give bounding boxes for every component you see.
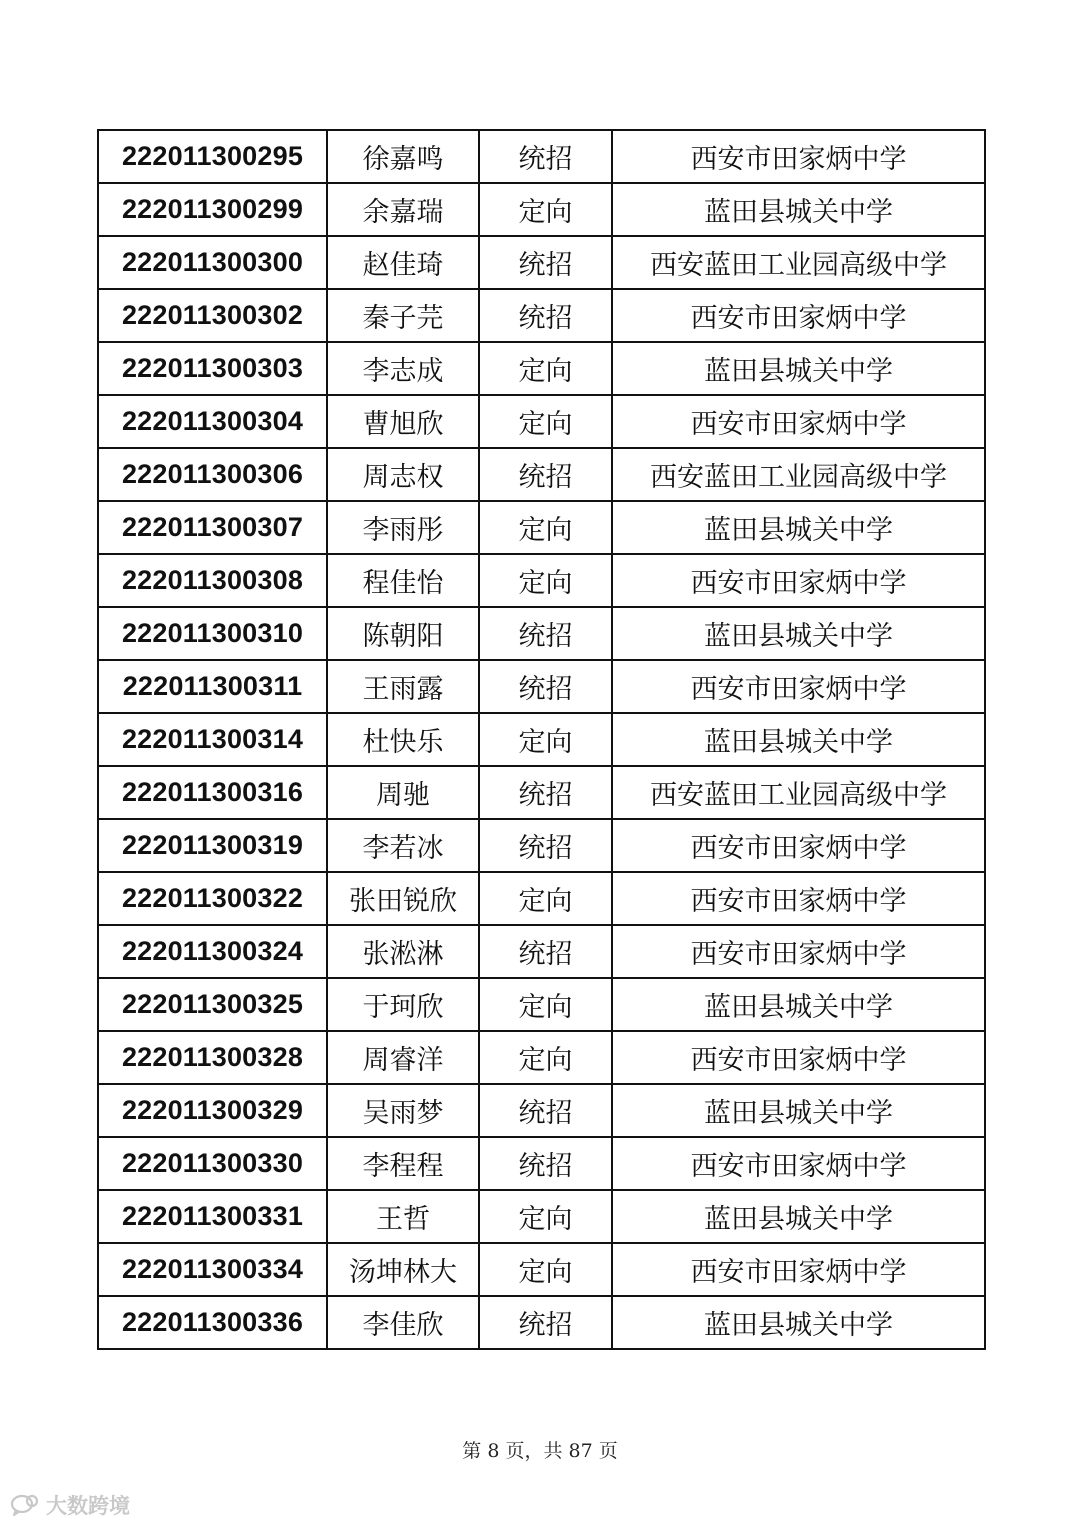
admission-type-cell: 定向 xyxy=(479,1190,612,1243)
student-name-cell: 李若冰 xyxy=(327,819,479,872)
admission-type-cell: 定向 xyxy=(479,501,612,554)
admission-type-cell: 统招 xyxy=(479,448,612,501)
table-row xyxy=(98,607,985,660)
admission-type-cell: 统招 xyxy=(479,289,612,342)
student-name-cell: 周睿洋 xyxy=(327,1031,479,1084)
table-row xyxy=(98,1190,985,1243)
admission-type-cell: 统招 xyxy=(479,236,612,289)
candidate-id-cell: 222011300299 xyxy=(98,183,327,236)
page-footer xyxy=(0,1436,1080,1463)
student-name-cell: 赵佳琦 xyxy=(327,236,479,289)
candidate-id-cell: 222011300325 xyxy=(98,978,327,1031)
school-name-cell: 西安市田家炳中学 xyxy=(612,660,985,713)
student-name-cell: 王哲 xyxy=(327,1190,479,1243)
school-name-cell: 蓝田县城关中学 xyxy=(612,713,985,766)
student-name-cell: 曹旭欣 xyxy=(327,395,479,448)
student-name-cell: 汤坤林大 xyxy=(327,1243,479,1296)
student-name-cell: 杜快乐 xyxy=(327,713,479,766)
candidate-id-cell: 222011300324 xyxy=(98,925,327,978)
table-row xyxy=(98,660,985,713)
roster-table-body xyxy=(98,130,985,1349)
student-name-cell: 吴雨梦 xyxy=(327,1084,479,1137)
school-name-cell: 西安市田家炳中学 xyxy=(612,925,985,978)
table-row xyxy=(98,130,985,183)
school-name-cell: 西安市田家炳中学 xyxy=(612,130,985,183)
admission-type-cell: 统招 xyxy=(479,130,612,183)
student-name-cell: 秦子芫 xyxy=(327,289,479,342)
school-name-cell: 蓝田县城关中学 xyxy=(612,183,985,236)
student-name-cell: 李佳欣 xyxy=(327,1296,479,1349)
admission-type-cell: 统招 xyxy=(479,766,612,819)
student-name-cell: 周驰 xyxy=(327,766,479,819)
student-roster-table xyxy=(97,129,986,1350)
school-name-cell: 蓝田县城关中学 xyxy=(612,1296,985,1349)
table-row xyxy=(98,554,985,607)
school-name-cell: 西安市田家炳中学 xyxy=(612,395,985,448)
table-row xyxy=(98,448,985,501)
admission-type-cell: 统招 xyxy=(479,1137,612,1190)
candidate-id-cell: 222011300316 xyxy=(98,766,327,819)
table-row xyxy=(98,501,985,554)
school-name-cell: 西安蓝田工业园高级中学 xyxy=(612,766,985,819)
student-name-cell: 李程程 xyxy=(327,1137,479,1190)
student-name-cell: 周志权 xyxy=(327,448,479,501)
candidate-id-cell: 222011300319 xyxy=(98,819,327,872)
admission-type-cell: 统招 xyxy=(479,660,612,713)
table-row xyxy=(98,183,985,236)
table-row xyxy=(98,1031,985,1084)
school-name-cell: 西安蓝田工业园高级中学 xyxy=(612,448,985,501)
candidate-id-cell: 222011300329 xyxy=(98,1084,327,1137)
candidate-id-cell: 222011300322 xyxy=(98,872,327,925)
candidate-id-cell: 222011300306 xyxy=(98,448,327,501)
school-name-cell: 西安市田家炳中学 xyxy=(612,1137,985,1190)
candidate-id-cell: 222011300336 xyxy=(98,1296,327,1349)
school-name-cell: 西安市田家炳中学 xyxy=(612,872,985,925)
school-name-cell: 西安市田家炳中学 xyxy=(612,819,985,872)
student-name-cell: 陈朝阳 xyxy=(327,607,479,660)
student-name-cell: 程佳怡 xyxy=(327,554,479,607)
admission-type-cell: 定向 xyxy=(479,713,612,766)
school-name-cell: 蓝田县城关中学 xyxy=(612,501,985,554)
table-row xyxy=(98,1137,985,1190)
table-row xyxy=(98,978,985,1031)
table-row xyxy=(98,925,985,978)
candidate-id-cell: 222011300300 xyxy=(98,236,327,289)
admission-type-cell: 定向 xyxy=(479,1243,612,1296)
admission-type-cell: 定向 xyxy=(479,183,612,236)
candidate-id-cell: 222011300311 xyxy=(98,660,327,713)
school-name-cell: 蓝田县城关中学 xyxy=(612,978,985,1031)
table-row xyxy=(98,1296,985,1349)
admission-type-cell: 定向 xyxy=(479,342,612,395)
school-name-cell: 蓝田县城关中学 xyxy=(612,1084,985,1137)
student-name-cell: 徐嘉鸣 xyxy=(327,130,479,183)
table-row xyxy=(98,1084,985,1137)
school-name-cell: 西安市田家炳中学 xyxy=(612,554,985,607)
admission-type-cell: 定向 xyxy=(479,1031,612,1084)
candidate-id-cell: 222011300314 xyxy=(98,713,327,766)
candidate-id-cell: 222011300334 xyxy=(98,1243,327,1296)
admission-type-cell: 统招 xyxy=(479,607,612,660)
table-row xyxy=(98,236,985,289)
watermark-text: 大数跨境 xyxy=(46,1494,130,1518)
page-number-text: 第 8 页，共 87 页 xyxy=(462,1440,618,1462)
candidate-id-cell: 222011300310 xyxy=(98,607,327,660)
table-row xyxy=(98,766,985,819)
table-row xyxy=(98,872,985,925)
candidate-id-cell: 222011300330 xyxy=(98,1137,327,1190)
school-name-cell: 蓝田县城关中学 xyxy=(612,1190,985,1243)
student-name-cell: 余嘉瑞 xyxy=(327,183,479,236)
candidate-id-cell: 222011300295 xyxy=(98,130,327,183)
school-name-cell: 蓝田县城关中学 xyxy=(612,607,985,660)
student-name-cell: 张田锐欣 xyxy=(327,872,479,925)
candidate-id-cell: 222011300307 xyxy=(98,501,327,554)
candidate-id-cell: 222011300328 xyxy=(98,1031,327,1084)
table-row xyxy=(98,289,985,342)
school-name-cell: 西安市田家炳中学 xyxy=(612,289,985,342)
candidate-id-cell: 222011300303 xyxy=(98,342,327,395)
student-name-cell: 李志成 xyxy=(327,342,479,395)
table-row xyxy=(98,713,985,766)
candidate-id-cell: 222011300308 xyxy=(98,554,327,607)
table-row xyxy=(98,342,985,395)
admission-type-cell: 统招 xyxy=(479,1296,612,1349)
student-name-cell: 王雨露 xyxy=(327,660,479,713)
admission-type-cell: 统招 xyxy=(479,1084,612,1137)
admission-type-cell: 统招 xyxy=(479,925,612,978)
table-row xyxy=(98,1243,985,1296)
student-name-cell: 张淞淋 xyxy=(327,925,479,978)
school-name-cell: 西安市田家炳中学 xyxy=(612,1031,985,1084)
table-row xyxy=(98,819,985,872)
watermark xyxy=(10,1491,130,1519)
candidate-id-cell: 222011300302 xyxy=(98,289,327,342)
table-row xyxy=(98,395,985,448)
school-name-cell: 西安市田家炳中学 xyxy=(612,1243,985,1296)
admission-type-cell: 定向 xyxy=(479,978,612,1031)
school-name-cell: 蓝田县城关中学 xyxy=(612,342,985,395)
candidate-id-cell: 222011300304 xyxy=(98,395,327,448)
student-name-cell: 李雨彤 xyxy=(327,501,479,554)
chat-bubble-logo-icon xyxy=(10,1493,40,1517)
student-name-cell: 于珂欣 xyxy=(327,978,479,1031)
school-name-cell: 西安蓝田工业园高级中学 xyxy=(612,236,985,289)
admission-type-cell: 定向 xyxy=(479,554,612,607)
admission-type-cell: 统招 xyxy=(479,819,612,872)
admission-type-cell: 定向 xyxy=(479,395,612,448)
admission-type-cell: 定向 xyxy=(479,872,612,925)
candidate-id-cell: 222011300331 xyxy=(98,1190,327,1243)
